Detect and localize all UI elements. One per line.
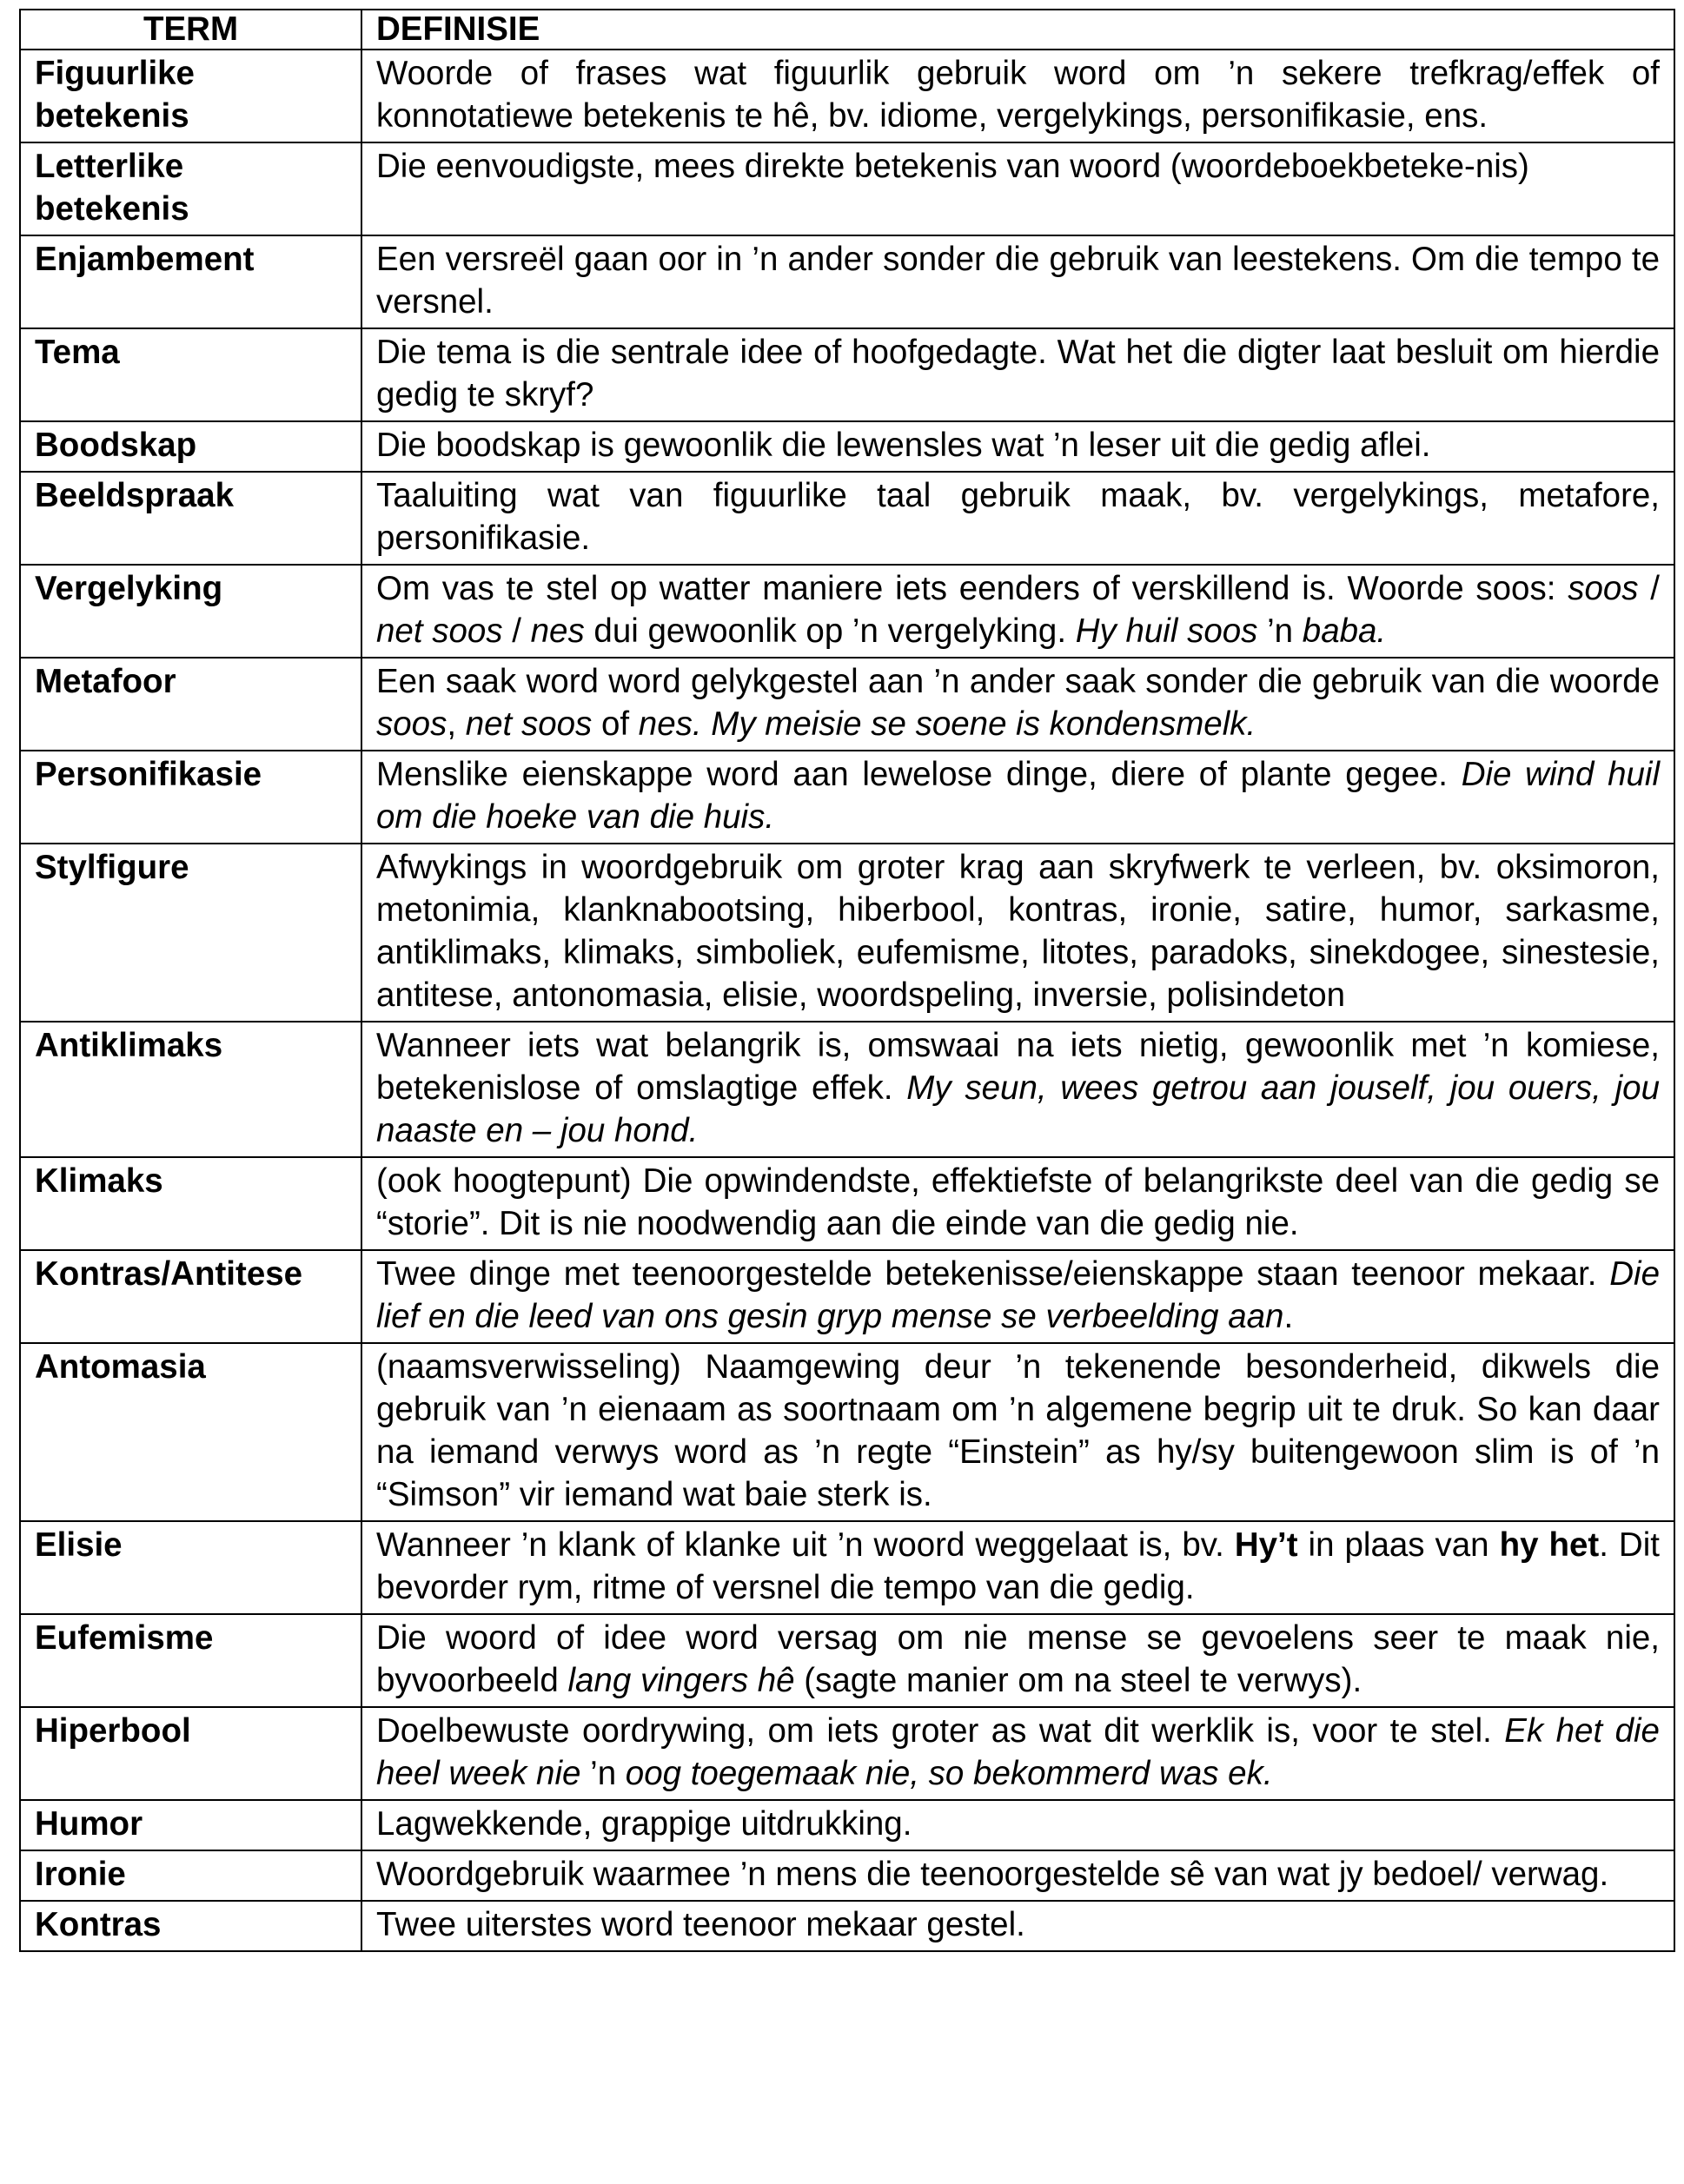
definition-text: Twee uiterstes word teenoor mekaar gestel. <box>376 1906 1025 1943</box>
header-term: TERM <box>20 10 361 50</box>
definition-text: net soos <box>465 705 593 743</box>
term-cell: Humor <box>20 1800 361 1850</box>
definition-text: Een saak word word gelykgestel aan ’n ander saak sonder die gebruik van die woorde <box>376 663 1660 700</box>
table-row <box>20 751 1674 844</box>
definition-text: Wanneer iets wat belangrik is, omswaai na iets nietig, gewoonlik met ’n komiese, betekenislose of omslagtige effek. <box>376 1027 1660 1107</box>
definition-text: Die lief en die leed van ons gesin gryp mense se verbeelding aan <box>376 1255 1660 1335</box>
definition-text: Die woord of idee word versag om nie mense se gevoelens seer te maak nie, byvoorbeeld <box>376 1619 1660 1699</box>
definition-text: in plaas van <box>1297 1526 1500 1564</box>
term-cell: Kontras <box>20 1901 361 1951</box>
definition-cell <box>361 421 1674 472</box>
definition-text: Die tema is die sentrale idee of hoofgedagte. Wat het die digter laat besluit om hierdie gedig te skryf? <box>376 334 1660 414</box>
definition-text: Afwykings in woordgebruik om groter krag aan skryfwerk te verleen, bv. oksimoron, metonimia, klanknabootsing, hiberbool, kontras, ironie, satire, humor, sarkasme, antiklimaks, klimaks, simboliek, eufemisme, litotes, paradoks, sinekdogee, sinestesie, antitese, antonomasia, elisie, woordspeling, inversie, polisindeton <box>376 849 1660 1014</box>
definition-cell <box>361 1800 1674 1850</box>
definition-cell <box>361 565 1674 658</box>
table-row <box>20 1157 1674 1250</box>
definition-text: Wanneer ’n klank of klanke uit ’n woord weggelaat is, bv. <box>376 1526 1235 1564</box>
table-row <box>20 1901 1674 1951</box>
table-row <box>20 142 1674 235</box>
term-cell: Boodskap <box>20 421 361 472</box>
table-row <box>20 1343 1674 1521</box>
table-row <box>20 50 1674 142</box>
definition-text: Woorde of frases wat figuurlik gebruik word om ’n sekere trefkrag/effek of konnotatiewe betekenis te hê, bv. idiome, vergelykings, personifikasie, ens. <box>376 55 1660 135</box>
definition-cell <box>361 1157 1674 1250</box>
definition-text: (naamsverwisseling) Naamgewing deur ’n tekenende besonderheid, dikwels die gebruik van ’n eienaam as soortnaam om ’n algemene begrip uit te druk. So kan daar na iemand verwys word as ’n regte “Einstein” as hy/sy buitengewoon slim is of ’n “Simson” vir iemand wat baie sterk is. <box>376 1348 1660 1513</box>
definition-text: of <box>592 705 639 743</box>
definition-text: ’n <box>1257 612 1303 650</box>
term-cell: Vergelyking <box>20 565 361 658</box>
definition-text: lang vingers hê <box>567 1662 795 1699</box>
terms-table <box>19 9 1675 1952</box>
term-cell: Hiperbool <box>20 1707 361 1800</box>
definition-cell <box>361 1707 1674 1800</box>
definition-text: (sagte manier om na steel te verwys). <box>794 1662 1362 1699</box>
term-cell: Letterlike betekenis <box>20 142 361 235</box>
term-cell: Stylfigure <box>20 844 361 1022</box>
table-row <box>20 421 1674 472</box>
definition-text: Woordgebruik waarmee ’n mens die teenoorgestelde sê van wat jy bedoel/ verwag. <box>376 1856 1609 1893</box>
definition-text: ’n <box>580 1755 626 1792</box>
term-cell: Personifikasie <box>20 751 361 844</box>
term-cell: Enjambement <box>20 235 361 328</box>
definition-cell <box>361 328 1674 421</box>
term-cell: Klimaks <box>20 1157 361 1250</box>
definition-text: nes. My meisie se soene is kondensmelk. <box>638 705 1256 743</box>
definition-text: nes <box>530 612 585 650</box>
term-cell: Antiklimaks <box>20 1022 361 1157</box>
definition-cell <box>361 844 1674 1022</box>
definition-cell <box>361 142 1674 235</box>
definition-text: soos <box>376 705 448 743</box>
definition-text: . Dit bevorder rym, ritme of versnel die tempo van die gedig. <box>376 1526 1660 1606</box>
definition-text: Hy huil soos <box>1075 612 1258 650</box>
definition-text: Twee dinge met teenoorgestelde betekenisse/eienskappe staan teenoor mekaar. <box>376 1255 1610 1293</box>
table-row <box>20 328 1674 421</box>
definition-text: . <box>1283 1298 1294 1335</box>
definition-cell <box>361 50 1674 142</box>
table-row <box>20 472 1674 565</box>
definition-text: Doelbewuste oordrywing, om iets groter as wat dit werklik is, voor te stel. <box>376 1712 1505 1750</box>
definition-text: Die eenvoudigste, mees direkte betekenis van woord (woordeboekbeteke-nis) <box>376 148 1529 185</box>
definition-text: baba. <box>1302 612 1387 650</box>
table-row <box>20 1521 1674 1614</box>
definition-text: / <box>502 612 531 650</box>
table-row <box>20 1614 1674 1707</box>
term-cell: Ironie <box>20 1850 361 1901</box>
definition-text: Hy’t <box>1234 1526 1298 1564</box>
table-row <box>20 1250 1674 1343</box>
table-row <box>20 658 1674 751</box>
definition-text: Ek het die heel week nie <box>376 1712 1660 1792</box>
term-cell: Kontras/Antitese <box>20 1250 361 1343</box>
definition-text: Taaluiting wat van figuurlike taal gebruik maak, bv. vergelykings, metafore, personifikasie. <box>376 477 1660 557</box>
table-row <box>20 565 1674 658</box>
table-row <box>20 235 1674 328</box>
term-cell: Beeldspraak <box>20 472 361 565</box>
term-cell: Tema <box>20 328 361 421</box>
table-row <box>20 1850 1674 1901</box>
term-cell: Figuurlike betekenis <box>20 50 361 142</box>
definition-cell <box>361 751 1674 844</box>
term-cell: Antomasia <box>20 1343 361 1521</box>
header-definition: DEFINISIE <box>361 10 1674 50</box>
definition-text: oog toegemaak nie, so bekommerd was ek. <box>625 1755 1273 1792</box>
definition-cell <box>361 235 1674 328</box>
definition-cell <box>361 1022 1674 1157</box>
term-cell: Metafoor <box>20 658 361 751</box>
definition-text: net soos <box>376 612 503 650</box>
definition-text: / <box>1638 570 1660 607</box>
definition-text: Een versreël gaan oor in ’n ander sonder die gebruik van leestekens. Om die tempo te versnel. <box>376 241 1660 321</box>
definition-text: soos <box>1568 570 1639 607</box>
definition-cell <box>361 1521 1674 1614</box>
definition-text: Die wind huil om die hoeke van die huis. <box>376 756 1660 836</box>
definition-cell <box>361 1901 1674 1951</box>
definition-text: (ook hoogtepunt) Die opwindendste, effektiefste of belangrikste deel van die gedig se “storie”. Dit is nie noodwendig aan die einde van die gedig nie. <box>376 1162 1660 1242</box>
term-cell: Elisie <box>20 1521 361 1614</box>
table-row <box>20 1707 1674 1800</box>
definition-cell <box>361 1250 1674 1343</box>
table-row <box>20 1022 1674 1157</box>
term-cell: Eufemisme <box>20 1614 361 1707</box>
definition-text: hy het <box>1499 1526 1600 1564</box>
definition-text: Die boodskap is gewoonlik die lewensles wat ’n leser uit die gedig aflei. <box>376 427 1431 464</box>
definition-text: Om vas te stel op watter maniere iets eenders of verskillend is. Woorde soos: <box>376 570 1568 607</box>
definition-text: Menslike eienskappe word aan lewelose dinge, diere of plante gegee. <box>376 756 1462 793</box>
table-row <box>20 844 1674 1022</box>
definition-text: My seun, wees getrou aan jouself, jou ouers, jou naaste en – jou hond. <box>376 1069 1660 1149</box>
definition-cell <box>361 472 1674 565</box>
definition-text: , <box>447 705 466 743</box>
definition-cell <box>361 658 1674 751</box>
table-row <box>20 1800 1674 1850</box>
definition-text: Lagwekkende, grappige uitdrukking. <box>376 1805 912 1843</box>
definition-cell <box>361 1614 1674 1707</box>
definition-cell <box>361 1343 1674 1521</box>
definition-cell <box>361 1850 1674 1901</box>
header-row <box>20 10 1674 50</box>
table-body <box>20 50 1674 1951</box>
definition-text: dui gewoonlik op ’n vergelyking. <box>584 612 1076 650</box>
